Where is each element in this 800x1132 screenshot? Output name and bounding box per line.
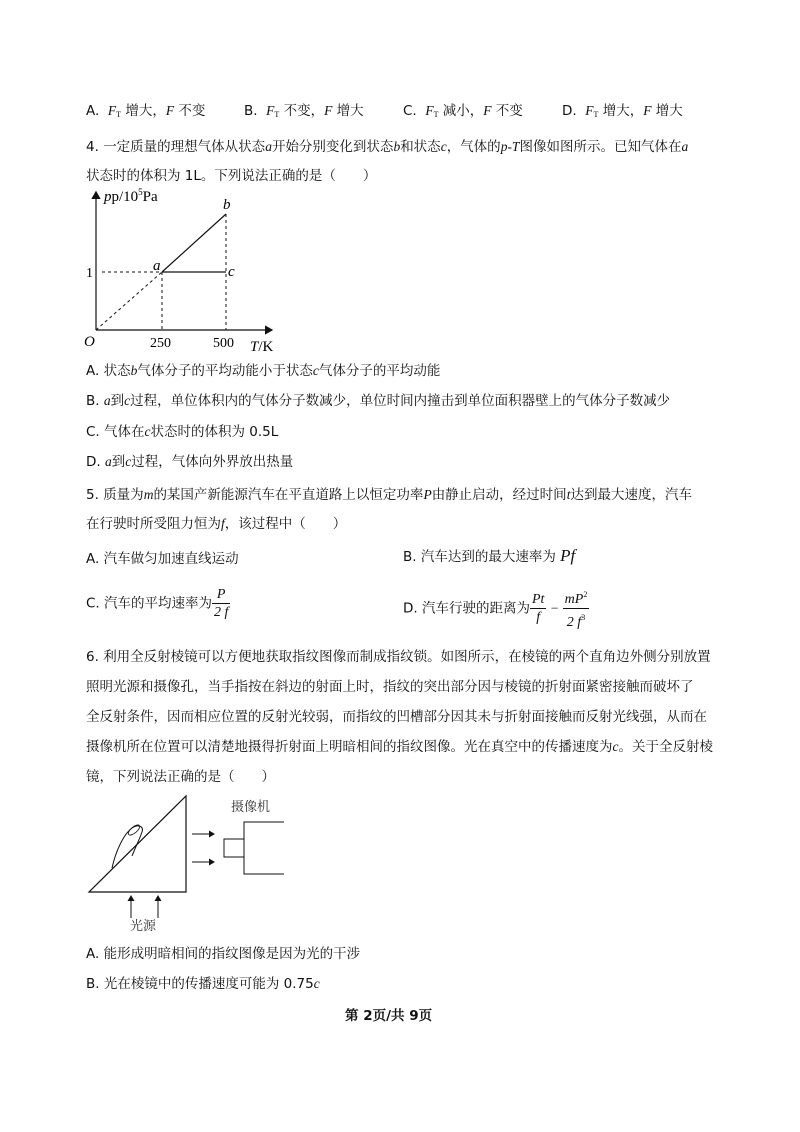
q6-option-a[interactable]: A. 能形成明暗相间的指纹图像是因为光的干涉	[86, 946, 361, 962]
y-tick-1: 1	[86, 266, 93, 281]
x-tick-500: 500	[213, 336, 234, 351]
q3-option-a[interactable]: A. $F_T$ 增大，F 不变	[86, 103, 206, 119]
fraction-p-over-2f: $\frac{P}{2 f}$	[214, 587, 229, 620]
q4-stem-line2: 状态时的体积为 1L。下列说法正确的是（ ）	[86, 168, 377, 184]
x-tick-250: 250	[150, 336, 171, 351]
q4-option-c[interactable]: C. 气体在c状态时的体积为 0.5L	[86, 424, 279, 440]
q5-option-b[interactable]: B. 汽车达到的最大速率为 Pf	[403, 546, 576, 565]
q5-stem-line2: 在行驶时所受阻力恒为f，该过程中（ ）	[86, 516, 347, 532]
camera-label: 摄像机	[231, 800, 271, 815]
q4-option-d[interactable]: D. a到c过程，气体向外界放出热量	[86, 454, 294, 470]
camera-lens	[224, 839, 244, 857]
q4-stem-line1: 4. 一定质量的理想气体从状态a开始分别变化到状态b和状态c，气体的p-T图像如图所示。已知气体在a	[86, 139, 689, 155]
q5-option-c[interactable]: C. 汽车的平均速率为 $\frac{P}{2 f}$	[86, 587, 229, 620]
point-b-label: b	[223, 197, 231, 213]
q4-option-a[interactable]: A. 状态b气体分子的平均动能小于状态c气体分子的平均动能	[86, 363, 441, 379]
q5-option-a[interactable]: A. 汽车做匀加速直线运动	[86, 551, 239, 567]
origin-label: O	[84, 334, 95, 350]
light-source-label: 光源	[130, 919, 157, 934]
q3-option-b[interactable]: B. $F_T$ 不变，F 增大	[244, 103, 364, 119]
y-axis-label: $pp/10^5Pa$	[104, 187, 158, 205]
q6-stem-line3: 全反射条件，因而相应位置的反射光较弱，而指纹的凹槽部分因其未与折射面接触而反射光线强，从而在	[86, 709, 707, 725]
q3-option-c[interactable]: C. $F_T$ 减小，F 不变	[403, 103, 523, 119]
q6-stem-line1: 6. 利用全反射棱镜可以方便地获取指纹图像而制成指纹锁。如图所示，在棱镜的两个直角边外侧分别放置	[86, 649, 711, 665]
line-a-to-b	[162, 214, 226, 272]
page-footer: 第 2页/共 9页	[345, 1008, 433, 1024]
dashed-extension-oa	[96, 272, 162, 330]
q6-prism-diagram	[84, 790, 304, 940]
fingernail	[127, 823, 142, 837]
q5-option-d[interactable]: D. 汽车行驶的距离为 $\frac{Pt}{f}$ − $\frac{mP^2}{2 f^3}$	[403, 586, 589, 631]
fraction-pt-over-f: $\frac{Pt}{f}$	[531, 592, 545, 625]
x-axis-label: T/K	[250, 339, 274, 354]
q6-option-b[interactable]: B. 光在棱镜中的传播速度可能为 0.75c	[86, 976, 320, 992]
q5-stem-line1: 5. 质量为m的某国产新能源汽车在平直道路上以恒定功率P由静止启动，经过时间t达到最大速度，汽车	[86, 487, 692, 503]
finger	[112, 826, 142, 868]
point-c-label: c	[228, 264, 235, 280]
fraction-mp2-over-2f3: $\frac{mP^2}{2 f^3}$	[563, 586, 590, 631]
camera-body	[244, 822, 284, 874]
point-a-label: a	[153, 258, 161, 274]
q6-stem-line5: 镜，下列说法正确的是（ ）	[86, 769, 275, 785]
q4-option-b[interactable]: B. a到c过程，单位体积内的气体分子数减少，单位时间内撞击到单位面积器壁上的气体分子数减少	[86, 393, 671, 409]
q3-option-d[interactable]: D. $F_T$ 增大，F 增大	[562, 103, 683, 119]
q6-stem-line4: 摄像机所在位置可以清楚地摄得折射面上明暗相间的指纹图像。光在真空中的传播速度为c。关于全反射棱	[86, 739, 713, 755]
q6-stem-line2: 照明光源和摄像孔，当手指按在斜边的射面上时，指纹的突出部分因与棱镜的折射面紧密接触而破坏了	[86, 679, 694, 695]
q4-pt-graph	[80, 184, 290, 354]
